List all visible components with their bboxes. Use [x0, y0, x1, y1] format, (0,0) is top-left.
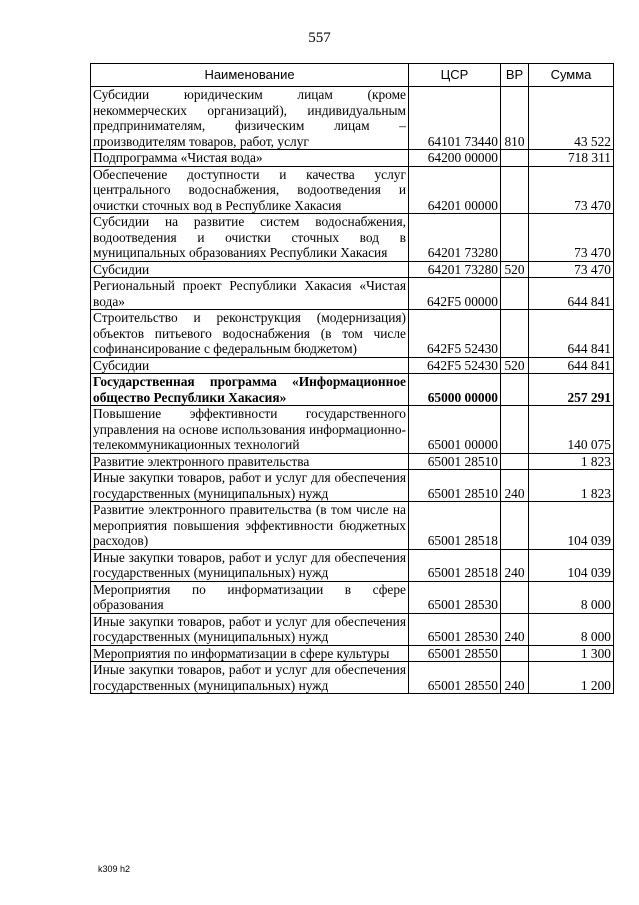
cell-csr: 65001 28530 — [409, 581, 501, 613]
table-header-row — [91, 64, 614, 87]
cell-name: Строительство и реконструкция (модернизация) объектов питьевого водоснабжения (в том числе софинансирование с федеральным бюджетом) — [91, 310, 409, 358]
cell-sum: 8 000 — [529, 581, 614, 613]
cell-vr — [501, 581, 529, 613]
cell-sum: 1 300 — [529, 645, 614, 662]
table-row — [91, 406, 614, 454]
table-row — [91, 310, 614, 358]
cell-vr: 520 — [501, 357, 529, 374]
cell-sum: 644 841 — [529, 357, 614, 374]
cell-vr — [501, 453, 529, 470]
cell-sum: 1 823 — [529, 470, 614, 502]
cell-csr: 64201 00000 — [409, 166, 501, 214]
cell-csr: 65000 00000 — [409, 374, 501, 406]
table-row — [91, 150, 614, 167]
cell-name: Развитие электронного правительства (в том числе на мероприятия повышения эффективности бюджетных расходов) — [91, 502, 409, 550]
table-row — [91, 662, 614, 694]
table-row — [91, 502, 614, 550]
cell-name: Повышение эффективности государственного управления на основе использования информационно-телекоммуникационных технологий — [91, 406, 409, 454]
cell-csr: 65001 28518 — [409, 549, 501, 581]
cell-vr — [501, 310, 529, 358]
table-row — [91, 613, 614, 645]
table-row — [91, 581, 614, 613]
cell-sum: 73 470 — [529, 261, 614, 278]
table-row — [91, 278, 614, 310]
cell-csr: 64101 73440 — [409, 87, 501, 150]
table-row — [91, 645, 614, 662]
cell-vr: 520 — [501, 261, 529, 278]
cell-sum: 644 841 — [529, 278, 614, 310]
cell-sum: 718 311 — [529, 150, 614, 167]
table-row — [91, 87, 614, 150]
cell-sum: 644 841 — [529, 310, 614, 358]
cell-name: Обеспечение доступности и качества услуг центрального водоснабжения, водоотведения и очистки сточных вод в Республике Хакасия — [91, 166, 409, 214]
cell-name: Региональный проект Республики Хакасия «Чистая вода» — [91, 278, 409, 310]
table-row — [91, 453, 614, 470]
cell-vr — [501, 278, 529, 310]
cell-csr: 65001 28550 — [409, 662, 501, 694]
cell-csr: 642F5 52430 — [409, 310, 501, 358]
cell-csr: 65001 28510 — [409, 470, 501, 502]
cell-vr: 240 — [501, 613, 529, 645]
cell-sum: 1 823 — [529, 453, 614, 470]
cell-name: Мероприятия по информатизации в сфере культуры — [91, 645, 409, 662]
cell-vr: 810 — [501, 87, 529, 150]
cell-csr: 64200 00000 — [409, 150, 501, 167]
cell-sum: 104 039 — [529, 502, 614, 550]
cell-csr: 65001 28518 — [409, 502, 501, 550]
cell-name: Подпрограмма «Чистая вода» — [91, 150, 409, 167]
table-row — [91, 214, 614, 262]
table-row — [91, 166, 614, 214]
cell-sum: 8 000 — [529, 613, 614, 645]
cell-name: Субсидии на развитие систем водоснабжения, водоотведения и очистки сточных вод в муниципальных образованиях Республики Хакасия — [91, 214, 409, 262]
cell-vr: 240 — [501, 470, 529, 502]
cell-name: Развитие электронного правительства — [91, 453, 409, 470]
header-vr: ВР — [501, 64, 529, 87]
table-row — [91, 374, 614, 406]
cell-sum: 140 075 — [529, 406, 614, 454]
cell-vr: 240 — [501, 662, 529, 694]
cell-name: Иные закупки товаров, работ и услуг для обеспечения государственных (муниципальных) нужд — [91, 662, 409, 694]
cell-vr — [501, 645, 529, 662]
cell-name: Иные закупки товаров, работ и услуг для обеспечения государственных (муниципальных) нужд — [91, 549, 409, 581]
table-row — [91, 261, 614, 278]
header-sum: Сумма — [529, 64, 614, 87]
cell-name: Государственная программа «Информационное общество Республики Хакасия» — [91, 374, 409, 406]
cell-csr: 642F5 52430 — [409, 357, 501, 374]
cell-sum: 257 291 — [529, 374, 614, 406]
table-row — [91, 470, 614, 502]
cell-vr — [501, 166, 529, 214]
cell-csr: 65001 00000 — [409, 406, 501, 454]
budget-table — [90, 63, 614, 694]
cell-vr — [501, 150, 529, 167]
cell-vr — [501, 502, 529, 550]
cell-sum: 73 470 — [529, 166, 614, 214]
cell-sum: 43 522 — [529, 87, 614, 150]
cell-name: Иные закупки товаров, работ и услуг для обеспечения государственных (муниципальных) нужд — [91, 613, 409, 645]
cell-csr: 65001 28550 — [409, 645, 501, 662]
cell-vr — [501, 214, 529, 262]
cell-csr: 642F5 00000 — [409, 278, 501, 310]
cell-csr: 64201 73280 — [409, 214, 501, 262]
cell-sum: 73 470 — [529, 214, 614, 262]
cell-csr: 64201 73280 — [409, 261, 501, 278]
footer-code: k309 h2 — [98, 864, 131, 874]
cell-csr: 65001 28530 — [409, 613, 501, 645]
cell-csr: 65001 28510 — [409, 453, 501, 470]
cell-vr: 240 — [501, 549, 529, 581]
cell-vr — [501, 374, 529, 406]
page-number: 557 — [308, 30, 331, 46]
header-csr: ЦСР — [409, 64, 501, 87]
cell-sum: 104 039 — [529, 549, 614, 581]
cell-name: Иные закупки товаров, работ и услуг для обеспечения государственных (муниципальных) нужд — [91, 470, 409, 502]
table-row — [91, 357, 614, 374]
cell-name: Мероприятия по информатизации в сфере образования — [91, 581, 409, 613]
header-name: Наименование — [91, 64, 409, 87]
cell-name: Субсидии юридическим лицам (кроме некоммерческих организаций), индивидуальным предпринимателям, физическим лицам – производителям товаров, работ, услуг — [91, 87, 409, 150]
cell-name: Субсидии — [91, 261, 409, 278]
table-row — [91, 549, 614, 581]
cell-name: Субсидии — [91, 357, 409, 374]
cell-vr — [501, 406, 529, 454]
cell-sum: 1 200 — [529, 662, 614, 694]
